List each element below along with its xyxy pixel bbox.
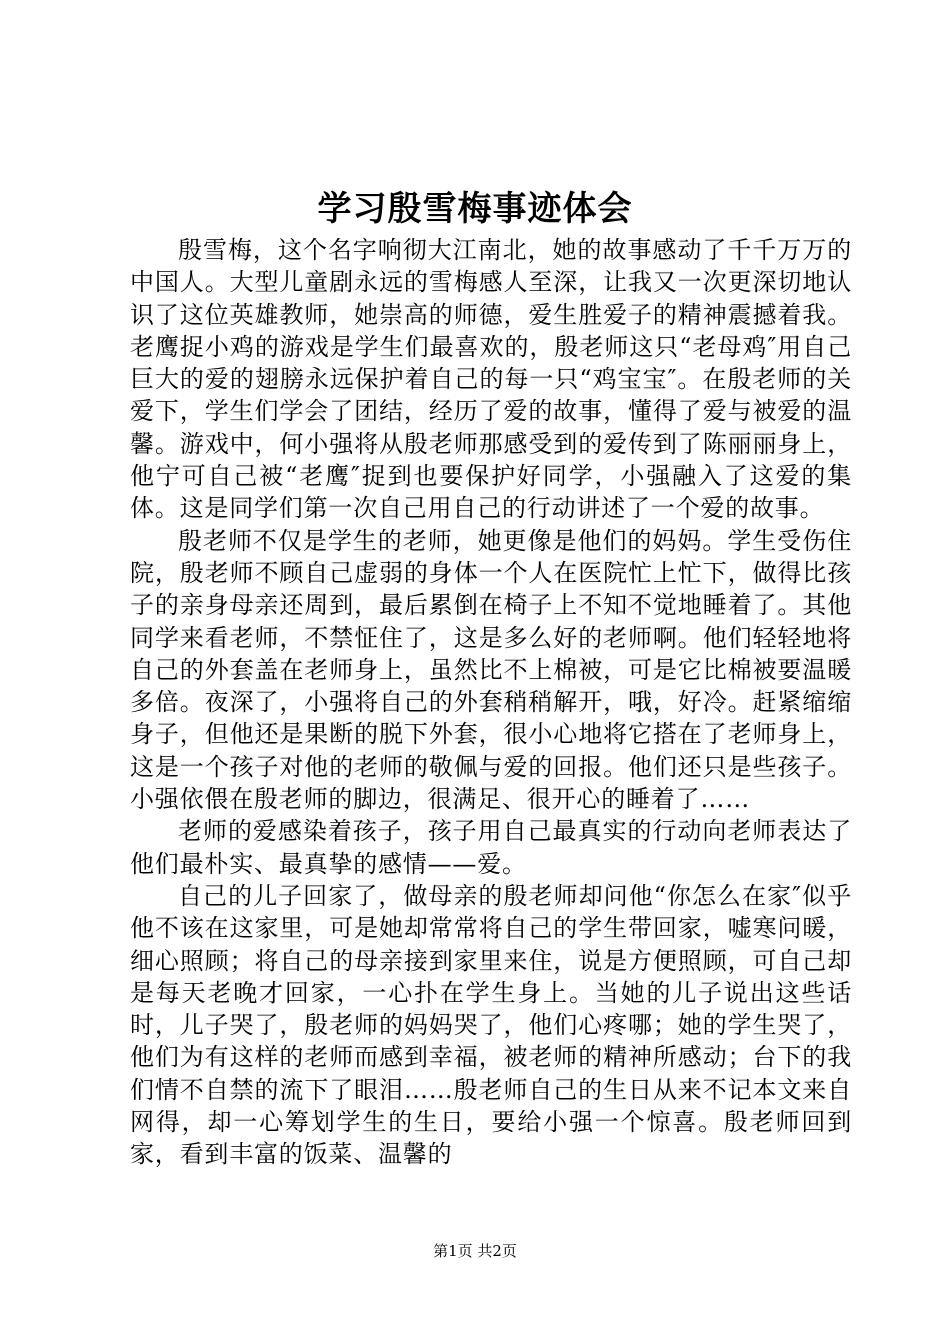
- paragraph-1: 殷雪梅，这个名字响彻大江南北，她的故事感动了千千万万的中国人。大型儿童剧永远的雪梅感人至深，让我又一次更深切地认识了这位英雄教师，她崇高的师德，爱生胜爱子的精神震撼着我。老鹰捉小鸡的游戏是学生们最喜欢的，殷老师这只“老母鸡″用自己巨大的爱的翅膀永远保护着自己的每一只“鸡宝宝″。在殷老师的关爱下，学生们学会了团结，经历了爱的故事，懂得了爱与被爱的温馨。游戏中，何小强将从殷老师那感受到的爱传到了陈丽丽身上，他宁可自己被“老鹰″捉到也要保护好同学，小强融入了这爱的集体。这是同学们第一次自己用自己的行动讲述了一个爱的故事。: [130, 236, 852, 523]
- page-footer: 第1页 共2页: [433, 1242, 517, 1260]
- paragraph-2: 殷老师不仅是学生的老师，她更像是他们的妈妈。学生受伤住院，殷老师不顾自己虚弱的身体一个人在医院忙上忙下，做得比孩子的亲身母亲还周到，最后累倒在椅子上不知不觉地睡着了。其他同学来看老师，不禁怔住了，这是多么好的老师啊。他们轻轻地将自己的外套盖在老师身上，虽然比不上棉被，可是它比棉被要温暖多倍。夜深了，小强将自己的外套稍稍解开，哦，好冷。赶紧缩缩身子，但他还是果断的脱下外套，很小心地将它搭在了老师身上，这是一个孩子对他的老师的敬佩与爱的回报。他们还只是些孩子。小强依偎在殷老师的脚边，很满足、很开心的睡着了……: [130, 526, 852, 814]
- document-title: 学习殷雪梅事迹体会: [317, 189, 633, 229]
- document-body: [130, 234, 852, 1171]
- paragraph-3: 老师的爱感染着孩子，孩子用自己最真实的行动向老师表达了他们最朴实、最真挚的感情——爱。: [130, 817, 852, 878]
- paragraph-4: 自己的儿子回家了，做母亲的殷老师却问他“你怎么在家″似乎他不该在这家里，可是她却常常将自己的学生带回家，嘘寒问暖，细心照顾；将自己的母亲接到家里来住，说是方便照顾，可自己却是每天老晚才回家，一心扑在学生身上。当她的儿子说出这些话时，儿子哭了，殷老师的妈妈哭了，他们心疼哪；她的学生哭了，他们为有这样的老师而感到幸福，被老师的精神所感动；台下的我们情不自禁的流下了眼泪……殷老师自己的生日从来不记本文来自网得，却一心筹划学生的生日，要给小强一个惊喜。殷老师回到家，看到丰富的饭菜、温馨的: [130, 881, 852, 1169]
